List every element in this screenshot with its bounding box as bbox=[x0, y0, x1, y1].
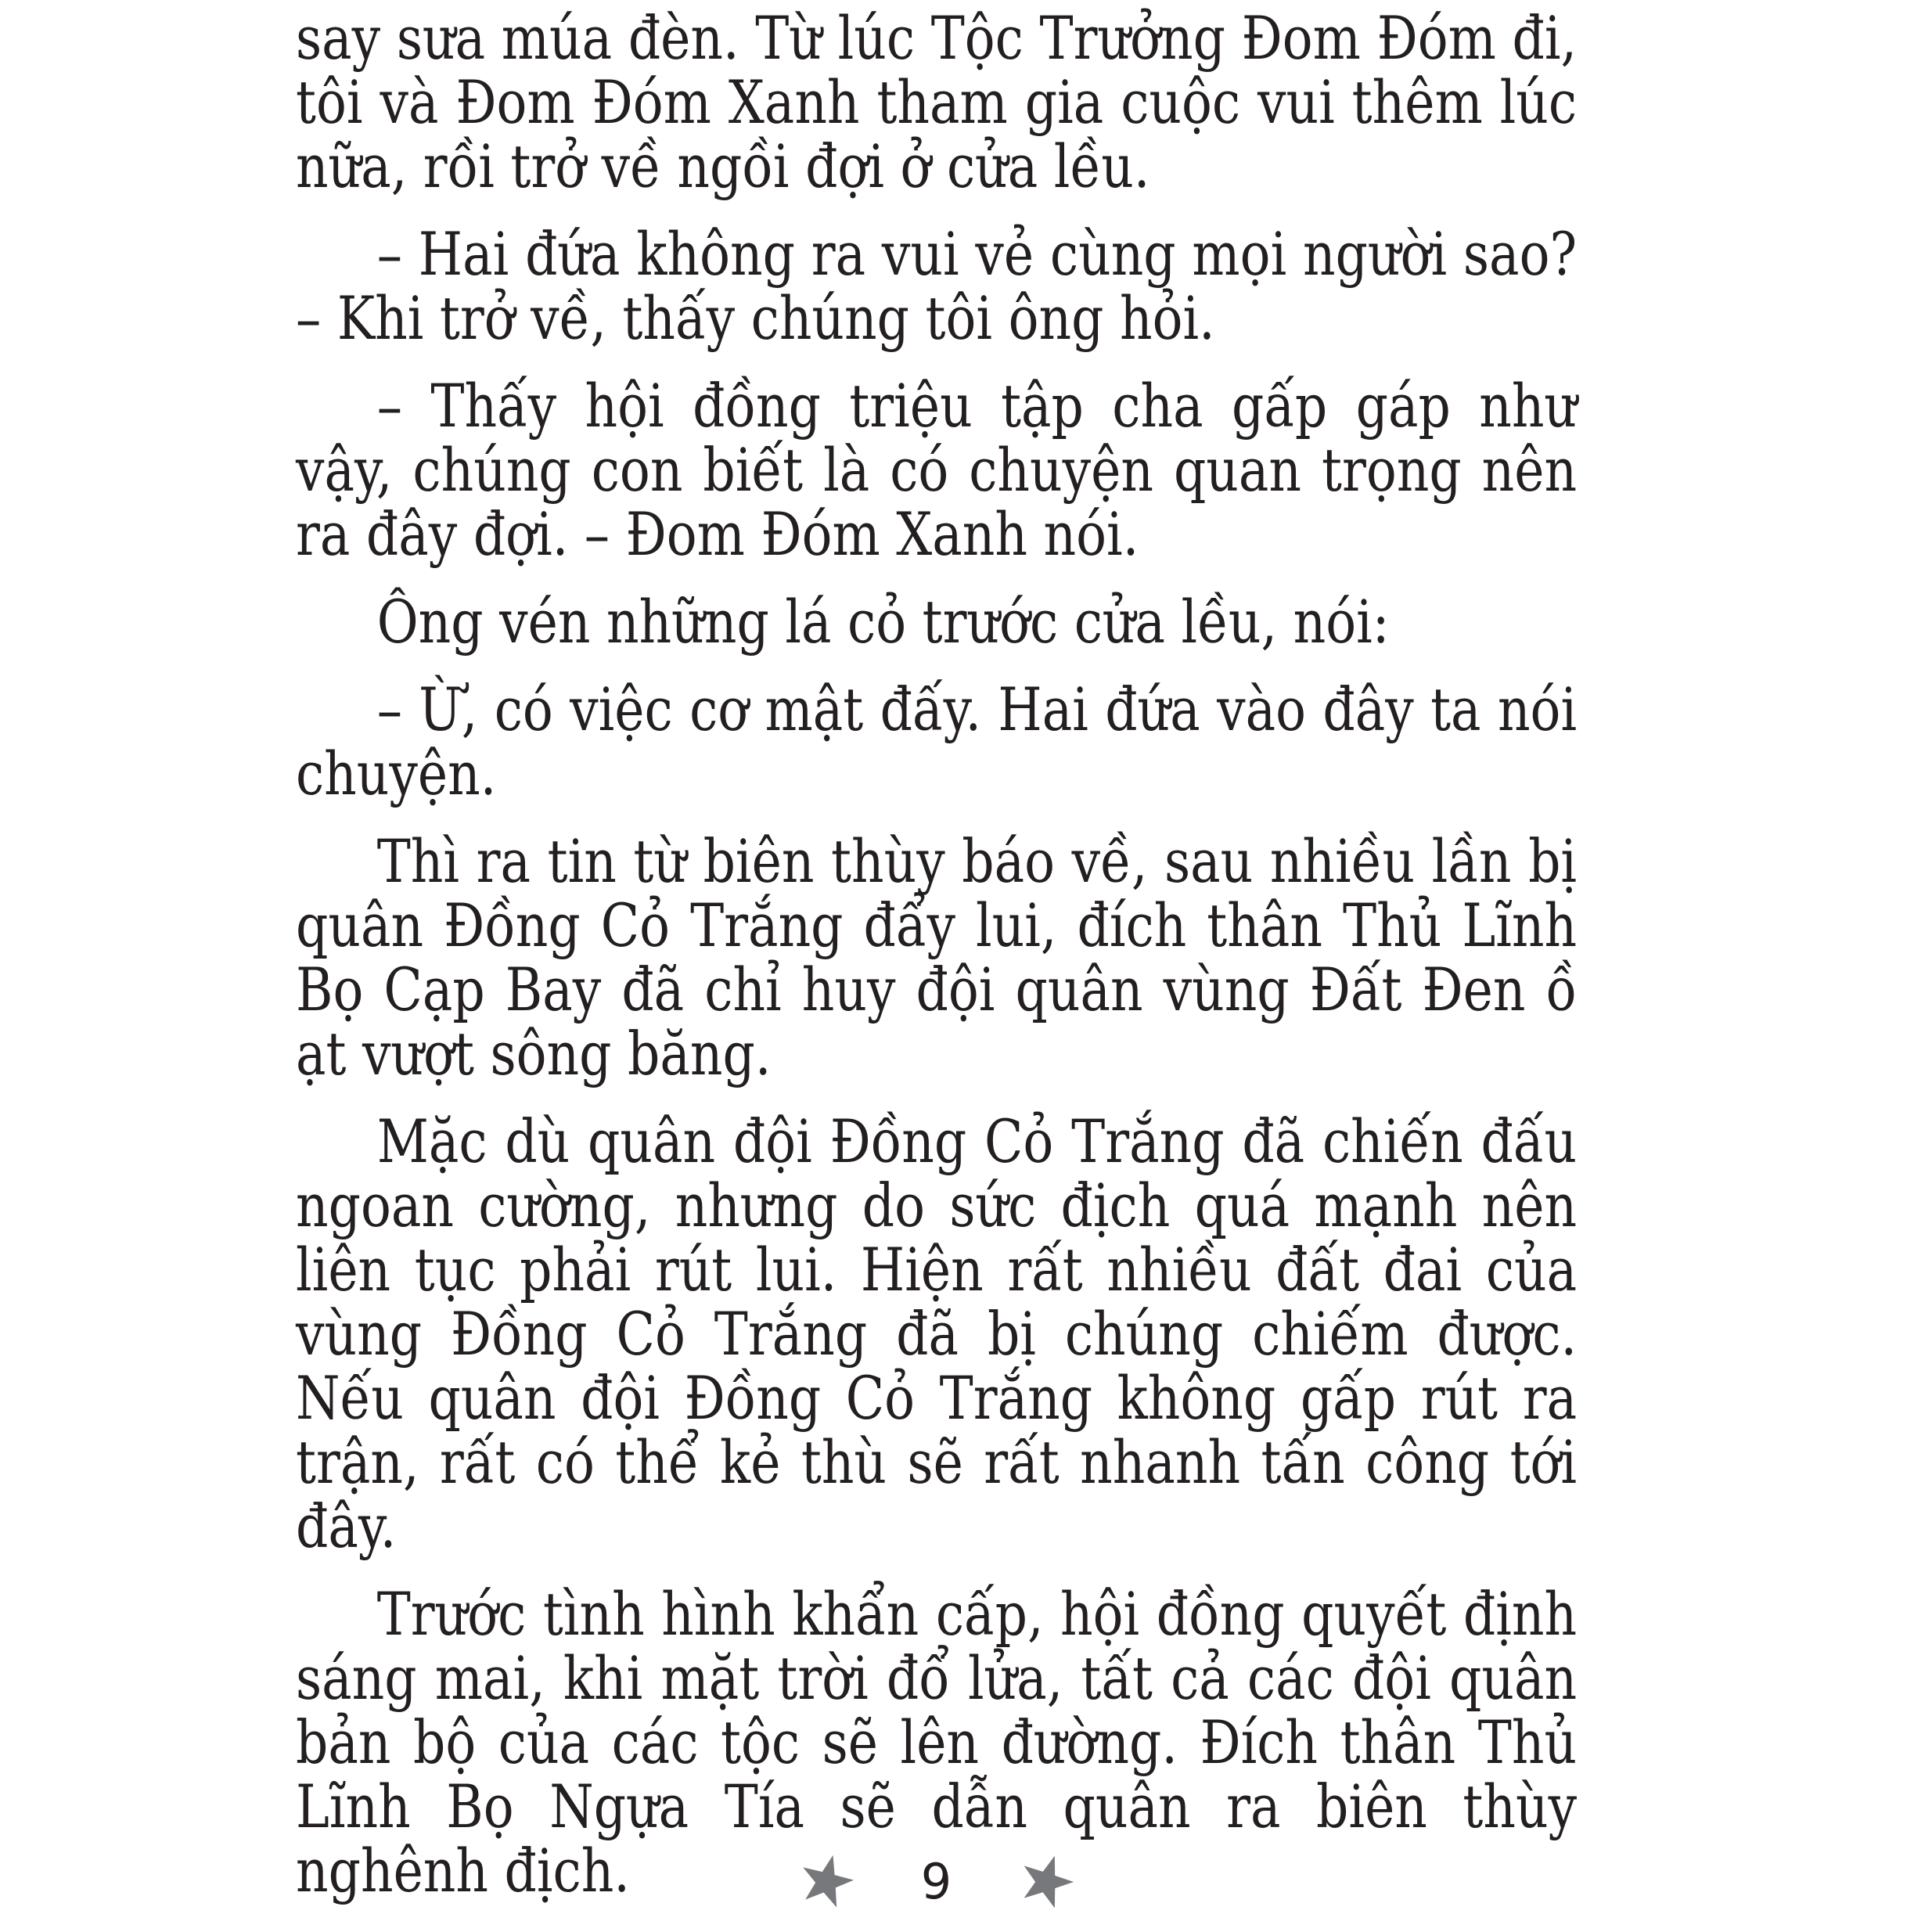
paragraph: – Ừ, có việc cơ mật đấy. Hai đứa vào đây ta nói chuyện. bbox=[296, 675, 1578, 808]
page-text bbox=[296, 3, 1578, 1905]
paragraph: say sưa múa đèn. Từ lúc Tộc Trưởng Đom Đóm đi, tôi và Đom Đóm Xanh tham gia cuộc vui thêm lúc nữa, rồi trở về ngồi đợi ở cửa lều. bbox=[296, 3, 1578, 201]
star-icon bbox=[791, 1847, 862, 1917]
page-footer bbox=[296, 1853, 1577, 1911]
paragraph: Trước tình hình khẩn cấp, hội đồng quyết định sáng mai, khi mặt trời đổ lửa, tất cả các đội quân bản bộ của các tộc sẽ lên đường. Đích thân Thủ Lĩnh Bọ Ngựa Tía sẽ dẫn quân ra biên thùy nghênh địch. bbox=[296, 1579, 1578, 1905]
paragraph: – Thấy hội đồng triệu tập cha gấp gáp như vậy, chúng con biết là có chuyện quan trọng nên ra đây đợi. – Đom Đóm Xanh nói. bbox=[296, 371, 1578, 569]
star-icon bbox=[1010, 1845, 1083, 1918]
paragraph: – Hai đứa không ra vui vẻ cùng mọi người sao? – Khi trở về, thấy chúng tôi ông hỏi. bbox=[296, 219, 1578, 353]
paragraph: Mặc dù quân đội Đồng Cỏ Trắng đã chiến đấu ngoan cường, nhưng do sức địch quá mạnh nên liên tục phải rút lui. Hiện rất nhiều đất đai của vùng Đồng Cỏ Trắng đã bị chúng chiếm được. Nếu quân đội Đồng Cỏ Trắng không gấp rút ra trận, rất có thể kẻ thù sẽ rất nhanh tấn công tới đây. bbox=[296, 1106, 1578, 1561]
page-number: 9 bbox=[920, 1853, 952, 1910]
paragraph: Ông vén những lá cỏ trước cửa lều, nói: bbox=[376, 587, 1390, 657]
paragraph: Thì ra tin từ biên thùy báo về, sau nhiều lần bị quân Đồng Cỏ Trắng đẩy lui, đích thân Thủ Lĩnh Bọ Cạp Bay đã chỉ huy đội quân vùng Đất Đen ồ ạt vượt sông băng. bbox=[296, 826, 1578, 1088]
